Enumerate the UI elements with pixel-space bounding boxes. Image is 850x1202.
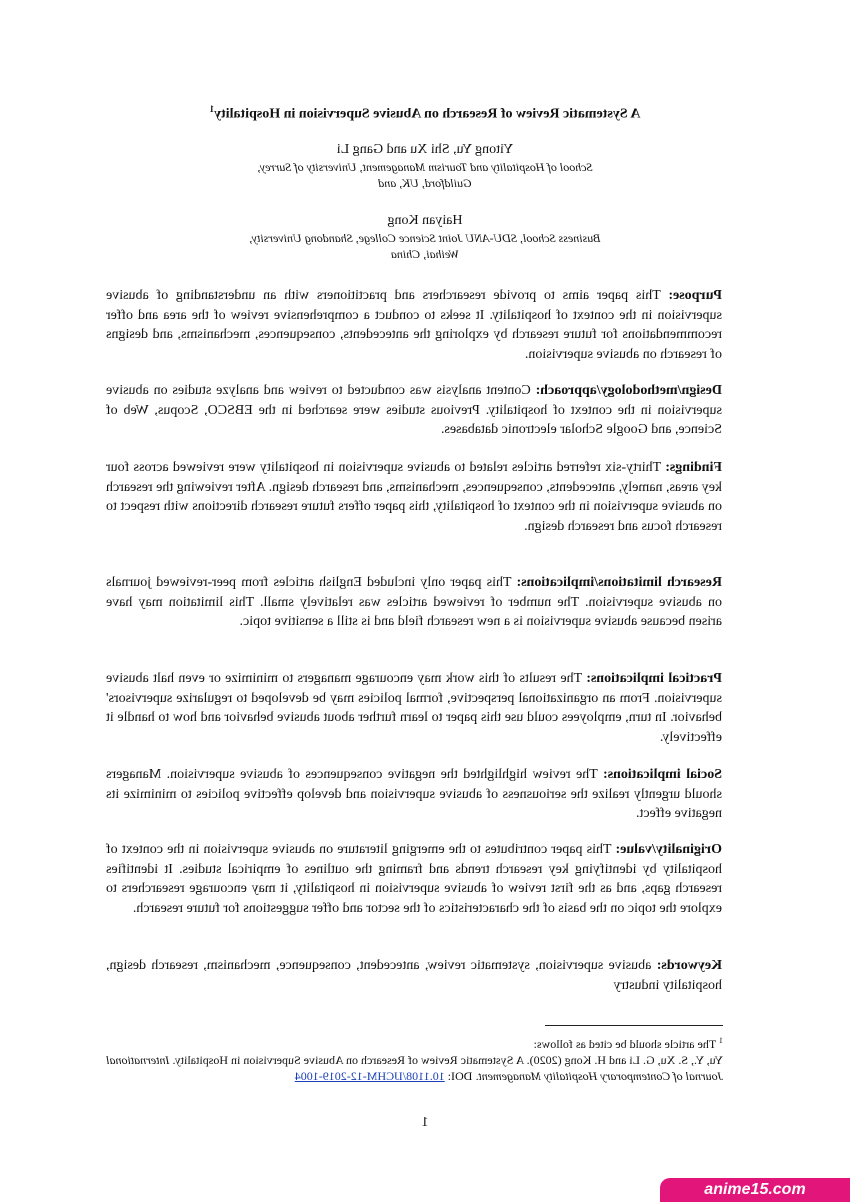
section-text: Content analysis was conducted to review and analyze studies on abusive supervision in the context of hospitality. Previous studies were searched in the EBSCO, Scopus, Web of Science, and Google Scholar electronic databases. xyxy=(106,383,722,437)
abstract-social-implications xyxy=(106,765,722,824)
footnote-journal: International Journal of Contemporary Hospitality Management. xyxy=(106,1053,723,1083)
section-text: abusive supervision, systematic review, antecedent, consequence, mechanism, research design, hospitality industry xyxy=(106,958,722,993)
author-affiliation: School of Hospitality and Tourism Management, University of Surrey, xyxy=(257,160,593,174)
author-group-1 xyxy=(0,141,850,191)
abstract-limitations xyxy=(106,573,722,632)
section-label: Findings: xyxy=(665,460,722,475)
footnote-doi-label: DOI: xyxy=(447,1069,473,1083)
section-text: Thirty-six referred articles related to abusive supervision in hospitality were reviewed across four key areas, namely, antecedents, consequences, mechanisms, and research design. After reviewing the research on abusive supervision in the context of hospitality, this paper offers future research directions with respect to research focus and research design. xyxy=(106,460,722,534)
section-label: Social implications: xyxy=(602,767,722,782)
keywords xyxy=(106,956,722,995)
author-group-2 xyxy=(0,212,850,262)
abstract-design xyxy=(106,381,722,440)
title-text: A Systematic Review of Research on Abusive Supervision in Hospitality xyxy=(214,106,641,122)
section-label: Keywords: xyxy=(656,958,722,973)
abstract-practical-implications xyxy=(106,669,722,747)
section-label: Practical implications: xyxy=(586,671,722,686)
section-text: The review highlighted the negative consequences of abusive supervision. Managers should urgently realize the seriousness of abusive supervision and develop effective policies to minimize its negative effect. xyxy=(105,767,722,821)
section-label: Purpose: xyxy=(668,288,722,303)
abstract-findings xyxy=(106,458,722,536)
section-text: This paper only included English articles from peer-reviewed journals on abusive supervision. The number of reviewed articles was relatively small. This limitation may have arisen because abusive supervision is a new research field and is still a sensitive topic. xyxy=(106,575,722,629)
author-affiliation: Guildford, UK, and xyxy=(378,176,472,190)
section-label: Design/methodology/approach: xyxy=(535,383,722,398)
watermark-badge: anime15.com xyxy=(660,1178,850,1202)
abstract-originality xyxy=(106,840,722,918)
section-text: The results of this work may encourage managers to minimize or even halt abusive supervision. From an organizational perspective, formal policies may be developed to regularize supervisors' behavior. In turn, employees could use this paper to learn further about abusive behavior and how to handle it effectively. xyxy=(105,671,722,745)
author-names: Yitong Yu, Shi Xu and Gang Li xyxy=(336,142,514,157)
doi-link[interactable]: 10.1108/IJCHM-12-2019-1004 xyxy=(294,1069,445,1083)
section-label: Research limitations/implications: xyxy=(516,575,722,590)
footnote-intro: The article should be cited as follows: xyxy=(533,1037,717,1051)
abstract-purpose xyxy=(106,286,722,364)
author-affiliation: Business School, SDU-ANU Joint Science College, Shandong University, xyxy=(249,231,601,245)
author-affiliation: Weihai, China xyxy=(390,247,460,261)
section-text: This paper aims to provide researchers and practitioners with an understanding of abusive supervision in the context of hospitality. It seeks to conduct a comprehensive review of the area and offer recommendations for future research by exploring the antecedents, consequences, mechanisms, and designs of research on abusive supervision. xyxy=(106,288,722,362)
footnote-divider xyxy=(545,1025,723,1026)
page-number: 1 xyxy=(421,1115,429,1130)
footnote xyxy=(103,1033,723,1084)
title-footnote-marker: 1 xyxy=(209,104,215,114)
section-label: Originality/value: xyxy=(615,842,722,857)
footnote-marker: 1 xyxy=(719,1036,723,1045)
footnote-citation: Yu, Y., S. Xu, G. Li and H. Kong (2020). A Systematic Review of Research on Abusive Supervision in Hospitality. xyxy=(172,1053,723,1067)
section-text: This paper contributes to the emerging literature on abusive supervision in the context of hospitality by identifying key research trends and framing the outlines of empirical studies. It identifies research gaps, and as the first review of abusive supervision in hospitality, it may encourage researchers to explore the topic on the basis of the characteristics of the sector and offer suggestions for future research. xyxy=(106,842,722,916)
paper-title xyxy=(0,104,850,123)
author-names: Haiyan Kong xyxy=(387,213,463,228)
